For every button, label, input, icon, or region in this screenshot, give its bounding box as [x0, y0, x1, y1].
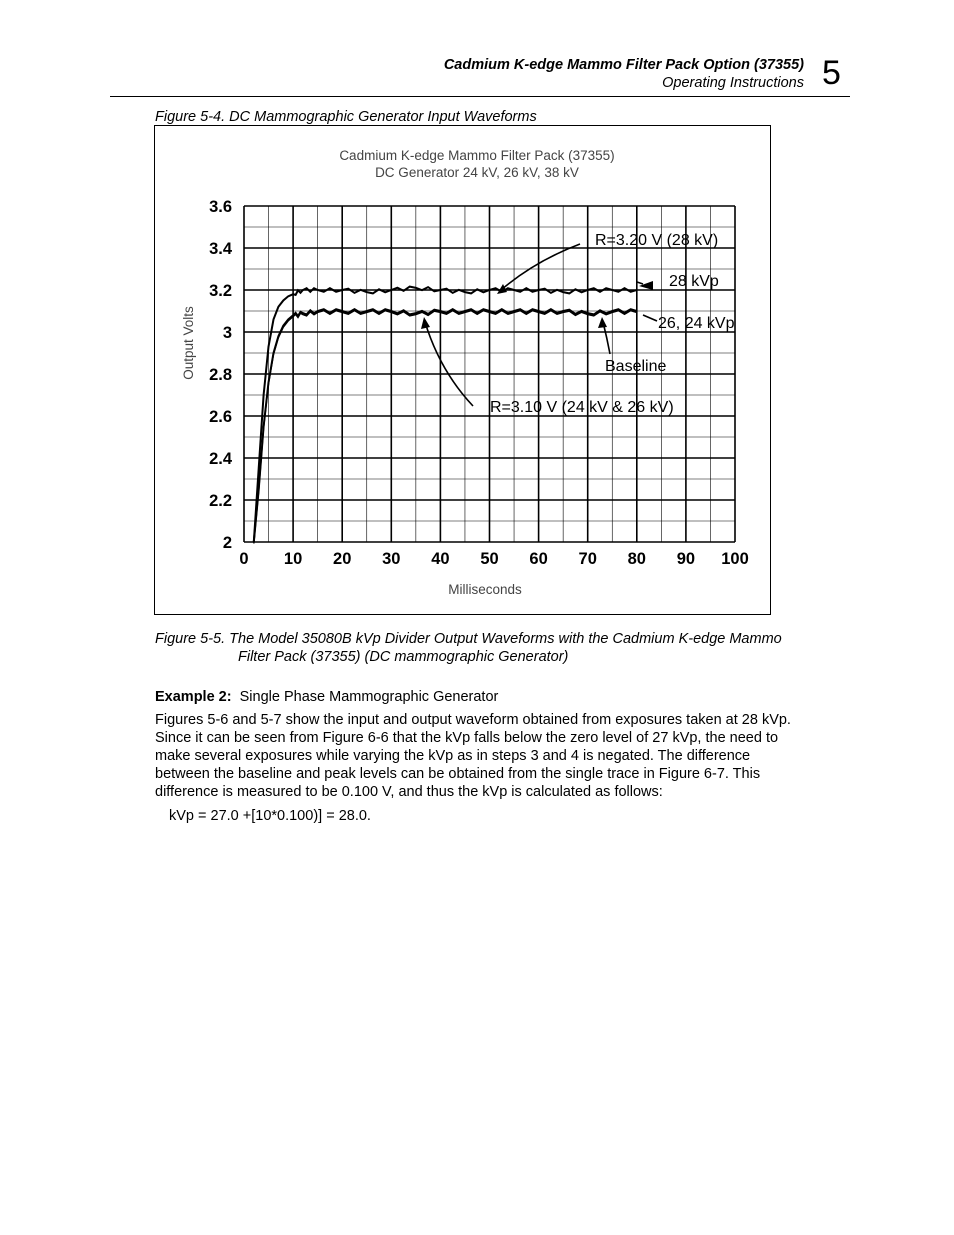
chart-annotations — [421, 232, 735, 416]
figure-5-caption-line2: Filter Pack (37355) (DC mammographic Generator) — [238, 649, 569, 665]
annotation-arrow-r320 — [501, 244, 580, 290]
paragraph-line: between the baseline and peak levels can be obtained from the single trace in Figure 6-7. This — [155, 766, 761, 782]
y-tick-label: 2 — [222, 534, 232, 552]
example-paragraph — [155, 711, 855, 801]
annotation-28kvp: 28 kVp — [669, 273, 719, 290]
y-tick-label: 2.4 — [209, 450, 232, 468]
paragraph-line: difference is measured to be 0.100 V, and thus the kVp is calculated as follows: — [155, 784, 663, 800]
annotation-baseline: Baseline — [605, 358, 667, 375]
y-tick-label: 3.4 — [209, 240, 232, 258]
header-divider — [110, 96, 850, 97]
x-tick-label: 30 — [382, 550, 401, 568]
x-tick-label: 100 — [721, 550, 749, 568]
example-heading — [155, 689, 498, 705]
running-header-title: Cadmium K-edge Mammo Filter Pack Option (37355) — [443, 57, 804, 73]
annotation-arrow-28kvp — [637, 282, 643, 284]
chart-title: Cadmium K-edge Mammo Filter Pack (37355) — [339, 148, 615, 163]
example-title: Single Phase Mammographic Generator — [239, 689, 499, 705]
paragraph-line: Figures 5-6 and 5-7 show the input and output waveform obtained from exposures taken at 28 kVp. — [155, 712, 791, 728]
paragraph-line: Since it can be seen from Figure 6-6 that the kVp falls below the zero level of 27 kVp, the need to — [155, 730, 779, 746]
figure-4-caption: Figure 5-4. DC Mammographic Generator Input Waveforms — [155, 109, 537, 125]
example-label: Example 2: — [155, 689, 232, 705]
y-tick-label: 2.2 — [209, 492, 232, 510]
chart-subtitle: DC Generator 24 kV, 26 kV, 38 kV — [375, 165, 579, 180]
annotation-arrowhead-28kvp — [639, 281, 653, 290]
x-axis-label: Milliseconds — [448, 582, 522, 597]
y-axis-label: Output Volts — [181, 306, 196, 380]
annotation-arrow-2624kvp — [643, 315, 657, 321]
x-tick-label: 80 — [627, 550, 646, 568]
series-line-26-24kvp — [254, 309, 637, 542]
x-tick-label: 50 — [480, 550, 499, 568]
x-tick-label: 20 — [333, 550, 352, 568]
x-tick-label: 60 — [529, 550, 548, 568]
y-tick-labels — [209, 198, 233, 552]
x-tick-label: 40 — [431, 550, 450, 568]
y-tick-label: 2.8 — [209, 366, 232, 384]
figure-5-caption-line1: Figure 5-5. The Model 35080B kVp Divider Output Waveforms with the Cadmium K-edge Mammo — [155, 631, 782, 647]
annotation-arrow-r310 — [425, 322, 473, 406]
y-tick-label: 3.6 — [209, 198, 232, 216]
annotation-r310: R=3.10 V (24 kV & 26 kV) — [490, 399, 674, 416]
kvp-formula: kVp = 27.0 +[10*0.100)] = 28.0. — [169, 808, 371, 824]
annotation-arrowhead-baseline — [598, 317, 607, 328]
running-header-subtitle: Operating Instructions — [662, 75, 804, 91]
annotation-2624kvp: 26, 24 kVp — [658, 315, 735, 332]
series-line-26-24kvp-second-trace — [254, 311, 637, 544]
y-tick-label: 3 — [222, 324, 232, 342]
x-tick-label: 10 — [283, 550, 303, 568]
x-tick-label: 70 — [578, 550, 597, 568]
y-tick-label: 2.6 — [209, 408, 232, 426]
x-tick-label: 90 — [676, 550, 696, 568]
waveform-chart — [155, 126, 770, 614]
annotation-arrowhead-r310 — [421, 317, 430, 329]
x-tick-labels — [239, 550, 748, 568]
annotation-r320: R=3.20 V (28 kV) — [595, 232, 719, 249]
y-tick-label: 3.2 — [209, 282, 232, 300]
x-tick-label: 0 — [239, 550, 249, 568]
paragraph-line: make several exposures while varying the kVp as in steps 3 and 4 is negated. The difference — [155, 748, 751, 764]
section-number: 5 — [822, 54, 841, 92]
